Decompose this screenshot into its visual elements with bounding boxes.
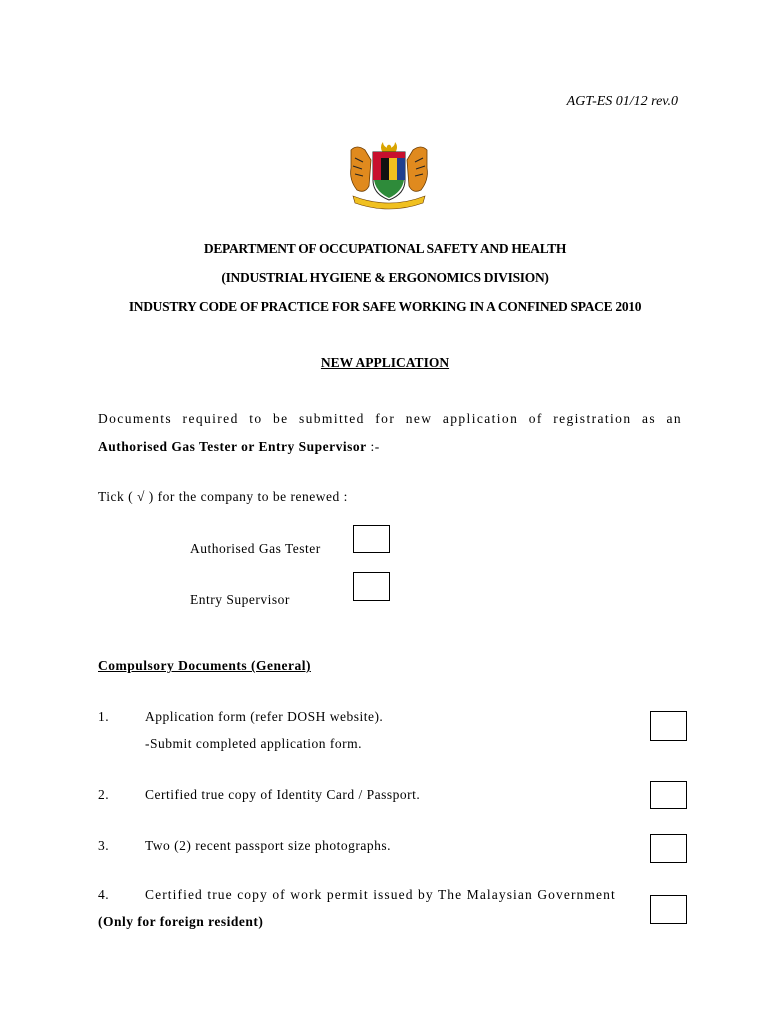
intro-role-line [98,439,380,455]
item-text: Certified true copy of work permit issued by The Malaysian Government [145,887,616,902]
item-checkbox-4[interactable] [650,895,687,924]
malaysia-coat-of-arms-icon [343,138,435,210]
option-label-gas-tester: Authorised Gas Tester [190,541,321,556]
item-text: Application form (refer DOSH website). [145,709,384,724]
item-checkbox-3[interactable] [650,834,687,863]
document-reference: AGT-ES 01/12 rev.0 [566,94,678,109]
section-title: Compulsory Documents (General) [98,658,311,673]
item-number: 1. [98,709,110,724]
item-subtext: -Submit completed application form. [145,736,362,751]
item-text: Two (2) recent passport size photographs. [145,838,391,853]
intro-text: Documents required to be submitted for new application of registration as an [98,411,682,426]
item-checkbox-1[interactable] [650,711,687,741]
item-text: Certified true copy of Identity Card / Passport. [145,787,421,802]
item-number: 2. [98,787,110,802]
page-title: NEW APPLICATION [320,355,450,370]
intro-role-text: Authorised Gas Tester or Entry Supervisor [98,439,367,454]
option-checkbox-entry-supervisor[interactable] [353,572,390,601]
item-number: 4. [98,887,110,902]
division-heading: (INDUSTRIAL HYGIENE & ERGONOMICS DIVISION) [221,270,549,285]
intro-role-suffix: :- [366,439,380,454]
item-checkbox-2[interactable] [650,781,687,809]
code-of-practice-heading: INDUSTRY CODE OF PRACTICE FOR SAFE WORKING IN A CONFINED SPACE 2010 [128,299,642,314]
option-label-entry-supervisor: Entry Supervisor [190,592,290,607]
item-note: (Only for foreign resident) [98,914,264,929]
department-heading: DEPARTMENT OF OCCUPATIONAL SAFETY AND HEALTH [203,241,567,256]
item-number: 3. [98,838,110,853]
tick-instruction: Tick ( √ ) for the company to be renewed : [98,489,348,504]
option-checkbox-gas-tester[interactable] [353,525,390,553]
